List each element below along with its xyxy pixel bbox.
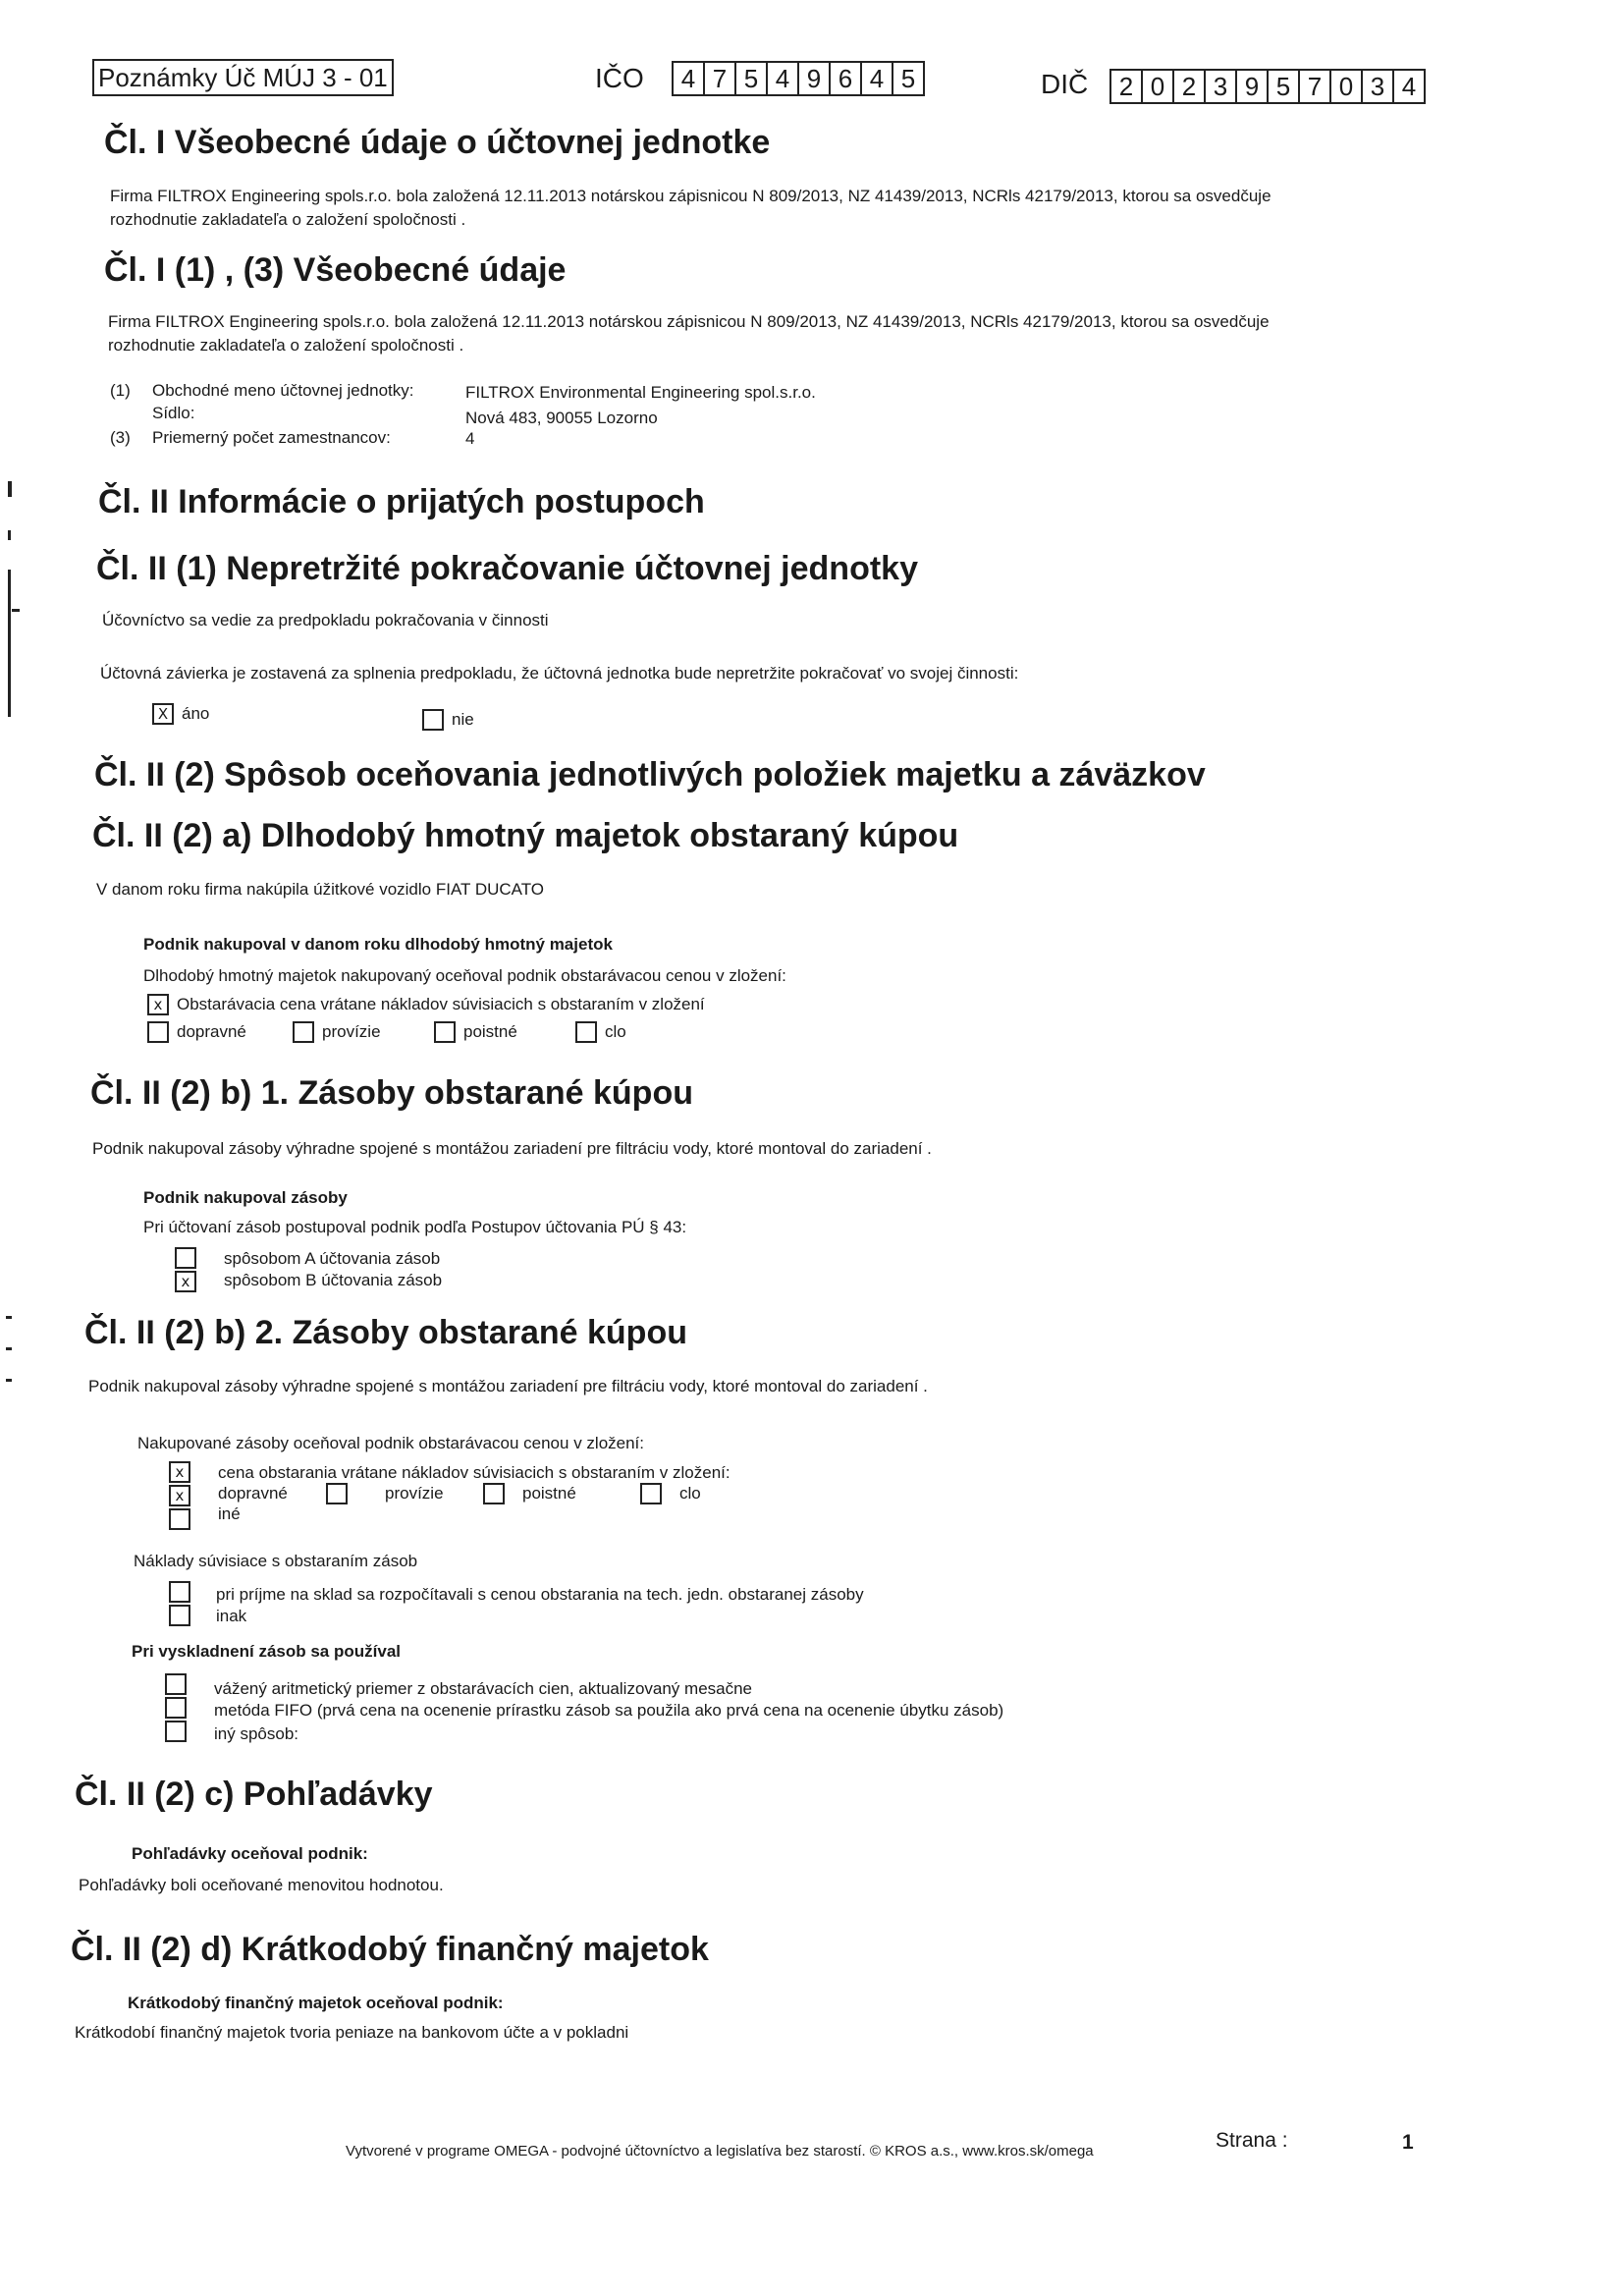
transport-label-2: dopravné (218, 1484, 288, 1503)
transport-checkbox[interactable] (147, 1021, 169, 1043)
weighted-average-checkbox[interactable] (165, 1673, 187, 1695)
r1-label: Obchodné meno účtovnej jednotky: (152, 381, 414, 400)
section-title-inventory-1: Čl. II (2) b) 1. Zásoby obstarané kúpou (90, 1074, 693, 1112)
s10-subheading: Krátkodobý finančný majetok oceňoval podnik: (128, 1994, 504, 2012)
method-b-label: spôsobom B účtovania zásob (224, 1271, 443, 1289)
section-title-general-data: Čl. I (1) , (3) Všeobecné údaje (104, 251, 567, 289)
s9-text: Pohľadávky boli oceňované menovitou hodnotou. (79, 1876, 444, 1894)
scan-mark (6, 1347, 12, 1350)
other-checkbox[interactable] (169, 1508, 190, 1530)
r1-value: FILTROX Environmental Engineering spol.s.r.o. (465, 383, 816, 402)
ico-digit: 9 (799, 63, 831, 94)
s6-option-purchase-price[interactable] (147, 994, 705, 1015)
acquisition-cost-label: cena obstarania vrátane nákladov súvisiacich s obstaraním v zložení: (218, 1463, 730, 1482)
ico-digit-boxes (672, 61, 925, 96)
s6-subheading: Podnik nakupoval v danom roku dlhodobý hmotný majetok (143, 935, 613, 954)
s7-method-checkboxes (175, 1247, 196, 1294)
insurance-checkbox[interactable] (434, 1021, 456, 1043)
method-a-label: spôsobom A účtovania zásob (224, 1249, 441, 1268)
section-title-short-term-financial-assets: Čl. II (2) d) Krátkodobý finančný majetok (71, 1931, 709, 1968)
s8-subheading: Pri vyskladnení zásob sa používal (132, 1642, 401, 1661)
insurance-label: poistné (463, 1022, 517, 1041)
section-title-procedures: Čl. II Informácie o prijatých postupoch (98, 483, 705, 520)
yes-label: áno (182, 704, 210, 723)
s7-text-line1: Podnik nakupoval zásoby výhradne spojené s montážou zariadení pre filtráciu vody, ktoré montoval do zariadení . (92, 1139, 932, 1158)
s6-text-line1: V danom roku firma nakúpila úžitkové vozidlo FIAT DUCATO (96, 880, 545, 899)
s8-cost-options (218, 1483, 701, 1504)
s8-cost-checkboxes (169, 1461, 190, 1532)
dic-digit: 7 (1300, 71, 1331, 102)
s6-options-costs (147, 1021, 626, 1043)
ico-label: IČO (595, 63, 644, 93)
other-method-label: iný spôsob: (214, 1724, 298, 1743)
other-method-checkbox[interactable] (165, 1721, 187, 1742)
no-label: nie (452, 710, 474, 729)
method-b-checkbox[interactable]: x (175, 1271, 196, 1292)
s10-text: Krátkodobí finančný majetok tvoria peniaze na bankovom účte a v pokladni (75, 2023, 629, 2042)
ico-digit: 5 (900, 64, 916, 93)
s4-text-line2: Účtovná závierka je zostavená za splnenia predpokladu, že účtovná jednotka bude nepretržite pokračovať vo svojej činnosti: (100, 664, 1019, 683)
customs-checkbox-2[interactable] (640, 1483, 662, 1504)
insurance-checkbox-2[interactable] (483, 1483, 505, 1504)
r2-value: Nová 483, 90055 Lozorno (465, 409, 658, 427)
no-checkbox[interactable] (422, 709, 444, 731)
customs-label: clo (605, 1022, 626, 1041)
form-code: Poznámky Úč MÚJ 3 - 01 (92, 59, 394, 96)
commission-label: provízie (322, 1022, 381, 1041)
s8-text-line1: Podnik nakupoval zásoby výhradne spojené s montážou zariadení pre filtráciu vody, ktoré montoval do zariadení . (88, 1377, 928, 1395)
dic-digit: 5 (1269, 71, 1300, 102)
section-title-valuation: Čl. II (2) Spôsob oceňovania jednotlivých položiek majetku a záväzkov (94, 756, 1206, 793)
s2-text-line1: Firma FILTROX Engineering spols.r.o. bola založená 12.11.2013 notárskou zápisnicou N 809/2013, NZ 41439/2013, NCRls 42179/2013, ktorou sa osvedčuje (108, 312, 1270, 331)
page-label: Strana : (1216, 2129, 1288, 2152)
dic-digit: 3 (1363, 71, 1394, 102)
r3-number: (3) (110, 428, 131, 447)
ico-digit: 4 (768, 63, 799, 94)
dic-digit: 0 (1331, 71, 1363, 102)
scan-mark (8, 481, 12, 497)
dic-digit: 2 (1174, 71, 1206, 102)
s8-text-line3: Náklady súvisiace s obstaraním zásob (134, 1552, 418, 1570)
section-title-going-concern: Čl. II (1) Nepretržité pokračovanie účtovnej jednotky (96, 550, 918, 587)
s1-text-line2: rozhodnutie zakladateľa o založení spoločnosti . (110, 210, 466, 229)
other-label: iné (218, 1504, 241, 1523)
commission-label-2: provízie (385, 1484, 444, 1503)
scan-mark (6, 1316, 12, 1319)
allocate-costs-label: pri príjme na sklad sa rozpočítavali s cenou obstarania na tech. jedn. obstaranej zásoby (216, 1585, 864, 1604)
ico-digit: 4 (674, 63, 705, 94)
s8-text-line2: Nakupované zásoby oceňoval podnik obstarávacou cenou v zložení: (137, 1434, 645, 1452)
s7-subheading: Podnik nakupoval zásoby (143, 1188, 348, 1207)
ico-digit: 5 (736, 63, 768, 94)
s8-issue-checkboxes (165, 1673, 187, 1744)
r3-value: 4 (465, 429, 475, 448)
section-title-inventory-2: Čl. II (2) b) 2. Zásoby obstarané kúpou (84, 1314, 687, 1351)
transport-label: dopravné (177, 1022, 246, 1041)
fifo-label: metóda FIFO (prvá cena na ocenenie prírastku zásob sa použila ako prvá cena na ocenenie úbytku zásob) (214, 1701, 1004, 1720)
fifo-checkbox[interactable] (165, 1697, 187, 1719)
transport-checkbox-2[interactable]: x (169, 1485, 190, 1506)
commission-checkbox-2[interactable] (326, 1483, 348, 1504)
dic-digit: 4 (1401, 72, 1417, 101)
s6-text-line2: Dlhodobý hmotný majetok nakupovaný oceňoval podnik obstarávacou cenou v zložení: (143, 966, 786, 985)
r2-label: Sídlo: (152, 404, 195, 422)
ico-digit: 4 (862, 63, 893, 94)
ico-digit: 7 (705, 63, 736, 94)
allocate-costs-checkbox[interactable] (169, 1581, 190, 1603)
weighted-average-label: vážený aritmetický priemer z obstarávacích cien, aktualizovaný mesačne (214, 1679, 753, 1698)
acquisition-cost-checkbox[interactable]: x (169, 1461, 190, 1483)
s2-text-line2: rozhodnutie zakladateľa o založení spoločnosti . (108, 336, 464, 355)
dic-digit: 3 (1206, 71, 1237, 102)
dic-digit: 2 (1111, 71, 1143, 102)
dic-label: DIČ (1041, 69, 1089, 99)
section-title-long-term-assets: Čl. II (2) a) Dlhodobý hmotný majetok obstaraný kúpou (92, 817, 959, 854)
going-concern-yes[interactable] (152, 703, 209, 725)
s8-acquisition-checkboxes (169, 1581, 190, 1628)
dic-digit: 0 (1143, 71, 1174, 102)
r1-number: (1) (110, 381, 131, 400)
otherwise-label: inak (216, 1607, 247, 1625)
scan-mark (6, 1379, 12, 1382)
going-concern-no[interactable] (422, 709, 474, 731)
scan-mark (12, 609, 20, 612)
yes-checkbox[interactable]: X (152, 703, 174, 725)
purchase-price-label: Obstarávacia cena vrátane nákladov súvisiacich s obstaraním v zložení (177, 995, 705, 1013)
s7-text-line2: Pri účtovaní zásob postupoval podnik podľa Postupov účtovania PÚ § 43: (143, 1218, 687, 1236)
commission-checkbox[interactable] (293, 1021, 314, 1043)
customs-checkbox[interactable] (575, 1021, 597, 1043)
s4-text-line1: Účovníctvo sa vedie za predpokladu pokračovania v činnosti (102, 611, 549, 629)
section-title-general-info: Čl. I Všeobecné údaje o účtovnej jednotke (104, 124, 771, 161)
otherwise-checkbox[interactable] (169, 1605, 190, 1626)
footer-credit: Vytvorené v programe OMEGA - podvojné účtovníctvo a legislatíva bez starostí. © KROS a.s., www.kros.sk/omega (346, 2143, 1094, 2159)
purchase-price-checkbox[interactable]: x (147, 994, 169, 1015)
dic-digit-boxes (1109, 69, 1426, 104)
r3-label: Priemerný počet zamestnancov: (152, 428, 391, 447)
method-a-checkbox[interactable] (175, 1247, 196, 1269)
scan-mark (8, 570, 11, 717)
s9-subheading: Pohľadávky oceňoval podnik: (132, 1844, 368, 1863)
scan-mark (8, 530, 11, 540)
dic-digit: 9 (1237, 71, 1269, 102)
insurance-label-2: poistné (522, 1484, 576, 1503)
customs-label-2: clo (679, 1484, 701, 1503)
ico-digit: 6 (831, 63, 862, 94)
page-number: 1 (1402, 2131, 1414, 2154)
s1-text-line1: Firma FILTROX Engineering spols.r.o. bola založená 12.11.2013 notárskou zápisnicou N 809/2013, NZ 41439/2013, NCRls 42179/2013, ktorou sa osvedčuje (110, 187, 1271, 205)
section-title-receivables: Čl. II (2) c) Pohľadávky (75, 1776, 433, 1813)
